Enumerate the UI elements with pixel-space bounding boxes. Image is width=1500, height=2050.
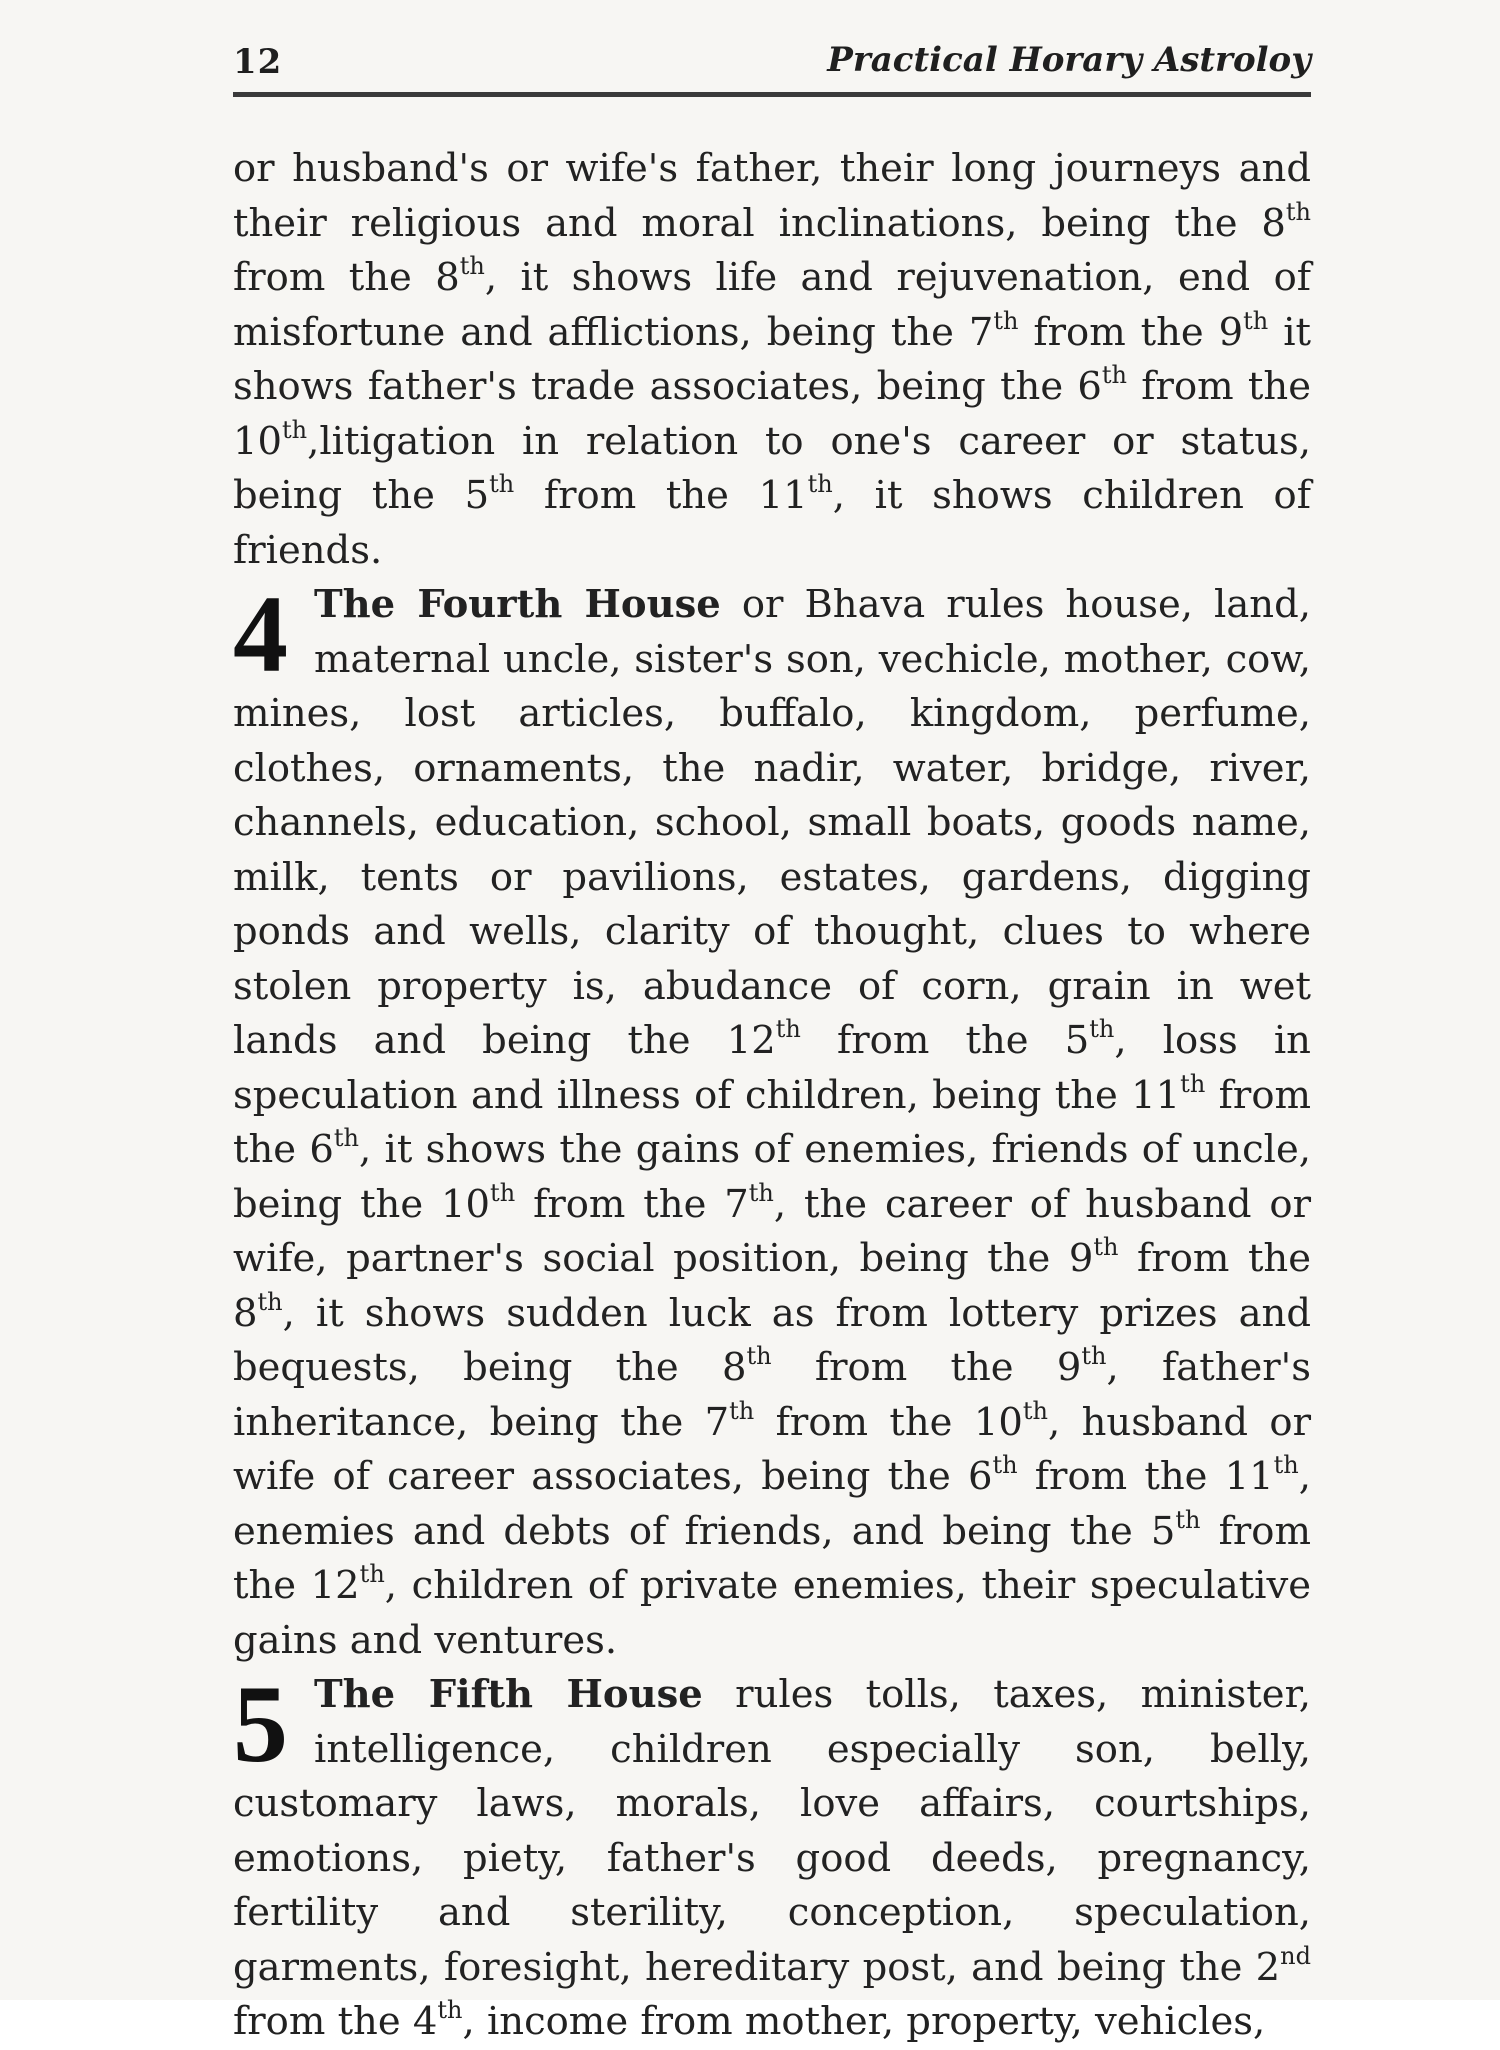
section-heading-4: The Fourth House (314, 582, 721, 627)
section-number-5: 5 (233, 1663, 288, 1785)
body-text (233, 142, 1311, 2050)
section-fourth-house: 4 The Fourth House or Bhava rules house, land, maternal uncle, sister's son, vechicle, mother, cow, mines, lost articles, buffalo, kingdom, perfume, clothes, ornaments, the nadir, water, bridge, river, channels, education, school, small boats, goods name, milk, tents or pavilions, estates, gardens, digging ponds and wells, clarity of thought, clues to where stolen property is, abudance of corn, grain in wet lands and being the 12th from the 5th, loss in speculation and illness of children, being the 11th from the 6th, it shows the gains of enemies, friends of uncle, being the 10th from the 7th, the career of husband or wife, partner's social position, being the 9th from the 8th, it shows sudden luck as from lottery prizes and bequests, being the 8th from the 9th, father's inheritance, being the 7th from the 10th, husband or wife of career associates, being the 6th from the 11th, enemies and debts of friends, and being the 5th from the 12th, children of private enemies, their speculative gains and ventures. (233, 573, 1312, 1663)
section-fifth-house: 5 The Fifth House rules tolls, taxes, minister, intelligence, children especially son, belly, customary laws, morals, love affairs, courtships, emotions, piety, father's good deeds, pregnancy, fertility and sterility, conception, speculation, garments, foresight, hereditary post, and being the 2nd from the 4th, income from mother, property, vehicles, (233, 1663, 1311, 2044)
running-title: Practical Horary Astroloy (827, 40, 1311, 80)
paragraph-continuation: or husband's or wife's father, their long journeys and their religious and moral inclinations, being the 8th from the 8th, it shows life and rejuvenation, end of misfortune and afflictions, being the 7th from the 9th it shows father's trade associates, being the 6th from the 10th,litigation in relation to one's career or status, being the 5th from the 11th, it shows children of friends. (233, 146, 1311, 573)
header-rule (233, 92, 1311, 97)
page-number: 12 (233, 42, 283, 82)
section-heading-5: The Fifth House (314, 1672, 703, 1717)
section-number-4: 4 (233, 573, 288, 695)
page-header (233, 40, 1311, 92)
